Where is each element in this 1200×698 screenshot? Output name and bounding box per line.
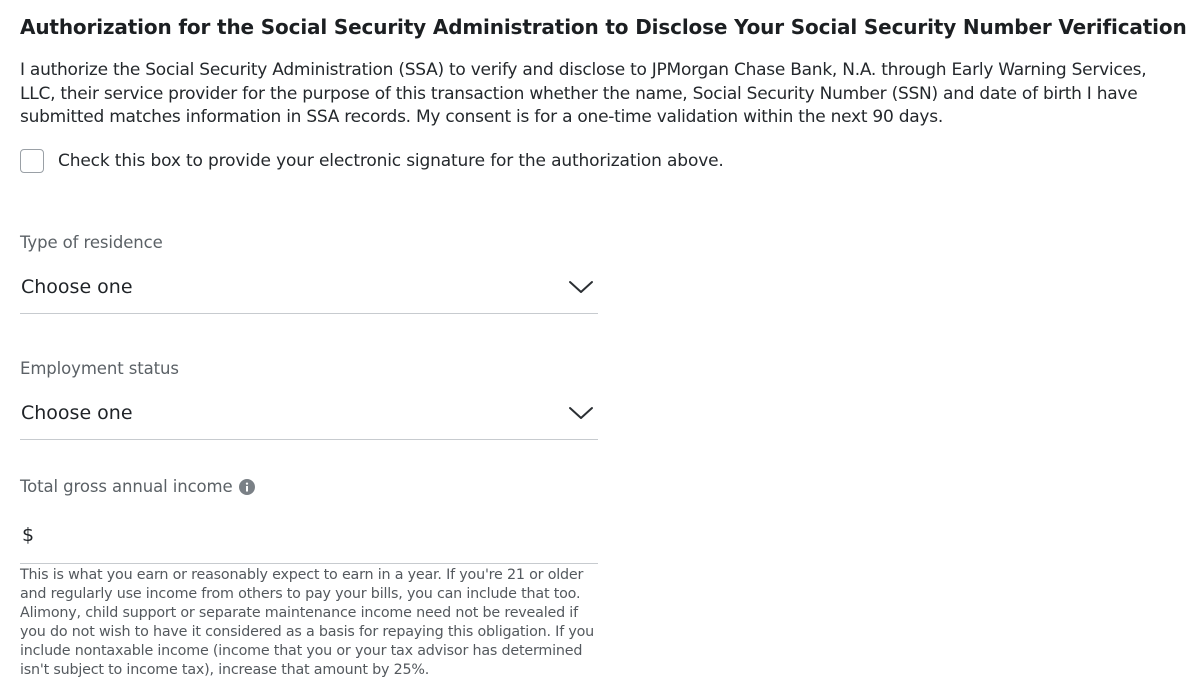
currency-symbol: $ xyxy=(22,524,35,546)
chevron-down-icon xyxy=(568,402,594,424)
signature-consent-row xyxy=(20,149,724,173)
residence-field xyxy=(20,233,598,314)
authorization-title: Authorization for the Social Security Administration to Disclose Your Social Security Number Verification xyxy=(20,15,1187,39)
income-input[interactable] xyxy=(34,522,598,548)
residence-label: Type of residence xyxy=(20,233,163,252)
info-icon[interactable] xyxy=(239,479,255,495)
signature-checkbox[interactable] xyxy=(20,149,44,173)
income-field xyxy=(20,477,598,564)
signature-checkbox-label[interactable]: Check this box to provide your electronic signature for the authorization above. xyxy=(58,151,724,171)
authorization-text: I authorize the Social Security Administration (SSA) to verify and disclose to JPMorgan Chase Bank, N.A. through Early Warning Services, LLC, their service provider for the purpose of this transaction whether the name, Social Security Number (SSN) and date of birth I have submitted matches information in SSA records. My consent is for a one-time validation within the next 90 days. xyxy=(20,60,1147,128)
income-label: Total gross annual income xyxy=(20,477,233,496)
chevron-down-icon xyxy=(568,276,594,298)
residence-select-value: Choose one xyxy=(21,276,133,298)
employment-field xyxy=(20,359,598,440)
employment-select[interactable] xyxy=(20,400,598,440)
employment-select-value: Choose one xyxy=(21,402,133,424)
income-help-text: This is what you earn or reasonably expect to earn in a year. If you're 21 or older and regularly use income from others to pay your bills, you can include that too. Alimony, child support or separate maintenance income need not be revealed if you do not wish to have it considered as a basis for repaying this obligation. If you include nontaxable income (income that you or your tax advisor has determined isn't subject to income tax), increase that amount by 25%. xyxy=(20,567,595,678)
income-input-wrapper xyxy=(20,522,598,564)
residence-select[interactable] xyxy=(20,274,598,314)
income-label-row xyxy=(20,477,598,496)
employment-label: Employment status xyxy=(20,359,179,378)
